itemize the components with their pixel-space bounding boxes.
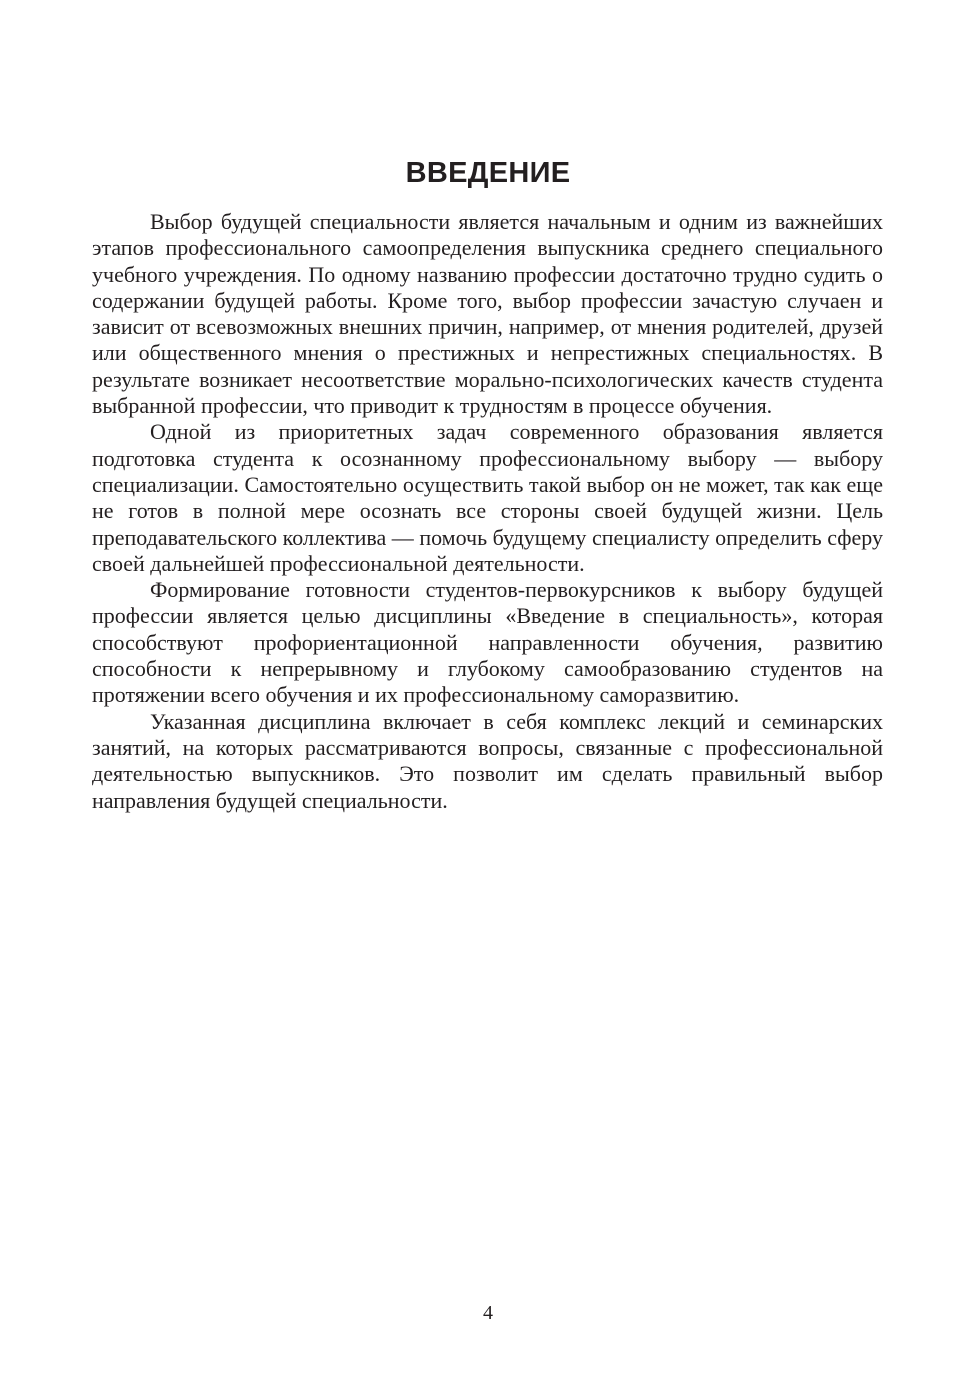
paragraph-1: Выбор будущей специальности является начальным и одним из важнейших этапов профессионального самоопределения выпускника среднего специального учебного учреждения. По одному названию профессии достаточно трудно судить о содержании будущей работы. Кроме того, выбор профессии зачастую случаен и зависит от всевозможных внешних причин, например, от мнения родителей, друзей или общественного мнения о престижных и непрестижных специальностях. В результате возникает несоответствие морально-психологических качеств студента выбранной профессии, что приводит к трудностям в процессе обучения. bbox=[92, 209, 883, 419]
paragraph-4: Указанная дисциплина включает в себя комплекс лекций и семинарских занятий, на которых рассматриваются вопросы, связанные с профессиональной деятельностью выпускников. Это позволит им сделать правильный выбор направления будущей специальности. bbox=[92, 708, 883, 813]
page-number: 4 bbox=[483, 1302, 493, 1324]
paragraph-3: Формирование готовности студентов-первокурсников к выбору будущей профессии является целью дисциплины «Введение в специальность», которая способствуют профориентационной направленности обучения, развитию способности к непрерывному и глубокому самообразованию студентов на протяжении всего обучения и их профессиональному саморазвитию. bbox=[92, 577, 883, 708]
paragraph-2: Одной из приоритетных задач современного образования является подготовка студента к осознанному профессиональному выбору — выбору специализации. Самостоятельно осуществить такой выбор он не может, так как еще не готов в полной мере осознать все стороны своей будущей жизни. Цель преподавательского коллектива — помочь будущему специалисту определить сферу своей дальнейшей профессиональной деятельности. bbox=[92, 419, 883, 576]
body-text bbox=[92, 209, 883, 814]
page-title: ВВЕДЕНИЕ bbox=[405, 157, 571, 189]
